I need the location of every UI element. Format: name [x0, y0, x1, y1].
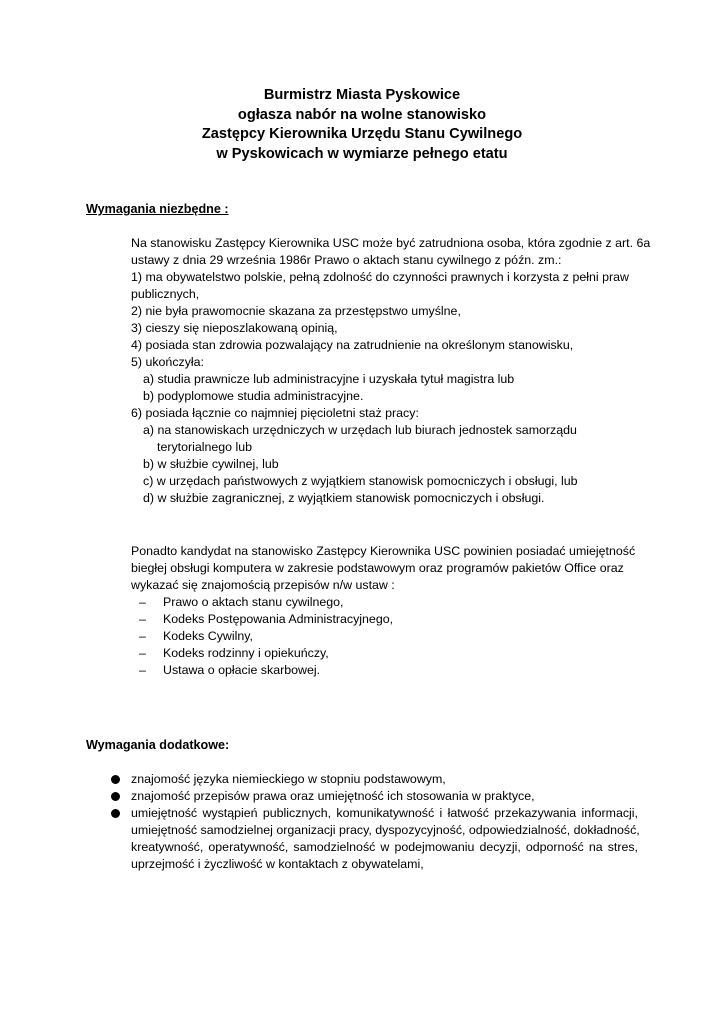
- education-option: b) podyplomowe studia administracyjne.: [143, 389, 364, 403]
- work-option: c) w urzędach państwowych z wyjątkiem stanowisk pomocniczych i obsługi, lub: [143, 474, 578, 488]
- work-option-a-line-2: terytorialnego lub: [157, 440, 253, 454]
- required-intro-line-2: ustawy z dnia 29 września 1986r Prawo o aktach stanu cywilnego z późn. zm.:: [131, 253, 562, 267]
- law-name: Kodeks Postępowania Administracyjnego,: [163, 612, 394, 626]
- required-item: publicznych,: [131, 287, 200, 301]
- additional-item-text: kreatywność, operatywność, samodzielność w podejmowaniu decyzji, odporność na stres,: [131, 840, 638, 854]
- law-list-item: [131, 594, 651, 611]
- required-item: 3) cieszy się nieposzlakowaną opinią,: [131, 321, 338, 335]
- skills-line-2: biegłej obsługi komputera w zakresie podstawowym oraz programów pakietów Office oraz: [131, 561, 624, 575]
- law-name: Kodeks Cywilny,: [163, 629, 253, 643]
- dash-marker: –: [139, 629, 146, 643]
- law-list-item: [131, 611, 651, 628]
- additional-item-text: znajomość języka niemieckiego w stopniu podstawowym,: [131, 772, 446, 786]
- law-name: Prawo o aktach stanu cywilnego,: [163, 595, 344, 609]
- title-line-3: Zastępcy Kierownika Urzędu Stanu Cywilnego: [201, 126, 523, 142]
- dash-marker: –: [139, 595, 146, 609]
- additional-item: [86, 771, 638, 788]
- additional-item-text: uprzejmość i życzliwość w kontaktach z obywatelami,: [131, 857, 424, 871]
- title-line-2: ogłasza nabór na wolne stanowisko: [237, 106, 487, 123]
- required-item: 1) ma obywatelstwo polskie, pełną zdolność do czynności prawnych i korzysta z pełni praw: [131, 270, 629, 284]
- bullet-icon: [111, 792, 120, 801]
- additional-section: [86, 771, 638, 873]
- required-intro-line-1: Na stanowisku Zastępcy Kierownika USC może być zatrudniona osoba, która zgodnie z art. 6a: [131, 236, 651, 250]
- dash-marker: –: [139, 646, 146, 660]
- additional-item-text: znajomość przepisów prawa oraz umiejętność ich stosowania w praktyce,: [131, 789, 535, 803]
- required-section: [131, 235, 651, 507]
- additional-item-text: umiejętność wystąpień publicznych, komunikatywność i łatwość przekazywania informacji,: [131, 806, 638, 820]
- additional-item: [86, 805, 638, 873]
- law-list-item: [131, 662, 651, 679]
- required-item: 2) nie była prawomocnie skazana za przestępstwo umyślne,: [131, 304, 461, 318]
- work-option-a-line-1: a) na stanowiskach urzędniczych w urzędach lub biurach jednostek samorządu: [143, 423, 577, 437]
- work-option: d) w służbie zagranicznej, z wyjątkiem stanowisk pomocniczych i obsługi.: [143, 491, 545, 505]
- required-item: 4) posiada stan zdrowia pozwalający na zatrudnienie na określonym stanowisku,: [131, 338, 574, 352]
- additional-item: [86, 788, 638, 805]
- work-option: b) w służbie cywilnej, lub: [143, 457, 279, 471]
- bullet-icon: [111, 775, 120, 784]
- law-list-item: [131, 628, 651, 645]
- required-item: 5) ukończyła:: [131, 355, 205, 369]
- required-heading: Wymagania niezbędne :: [86, 202, 229, 216]
- law-name: Kodeks rodzinny i opiekuńczy,: [163, 646, 329, 660]
- skills-section: [131, 543, 651, 679]
- title-line-1: Burmistrz Miasta Pyskowice: [263, 87, 461, 103]
- dash-marker: –: [139, 612, 146, 626]
- additional-item-text: umiejętność samodzielnej organizacji pracy, dyspozycyjność, odpowiedzialność, dokładność,: [131, 823, 640, 837]
- dash-marker: –: [139, 663, 146, 677]
- additional-heading: Wymagania dodatkowe:: [86, 738, 230, 752]
- law-name: Ustawa o opłacie skarbowej.: [163, 663, 321, 677]
- skills-line-1: Ponadto kandydat na stanowisko Zastępcy Kierownika USC powinien posiadać umiejętność: [131, 544, 636, 558]
- education-option: a) studia prawnicze lub administracyjne i uzyskała tytuł magistra lub: [143, 372, 515, 386]
- bullet-icon: [111, 809, 120, 818]
- skills-line-3: wykazać się znajomością przepisów n/w ustaw :: [131, 578, 395, 592]
- title-line-4: w Pyskowicach w wymiarze pełnego etatu: [216, 145, 508, 162]
- law-list-item: [131, 645, 651, 662]
- required-item-6: 6) posiada łącznie co najmniej pięcioletni staż pracy:: [131, 406, 419, 420]
- announcement-title: [0, 86, 724, 164]
